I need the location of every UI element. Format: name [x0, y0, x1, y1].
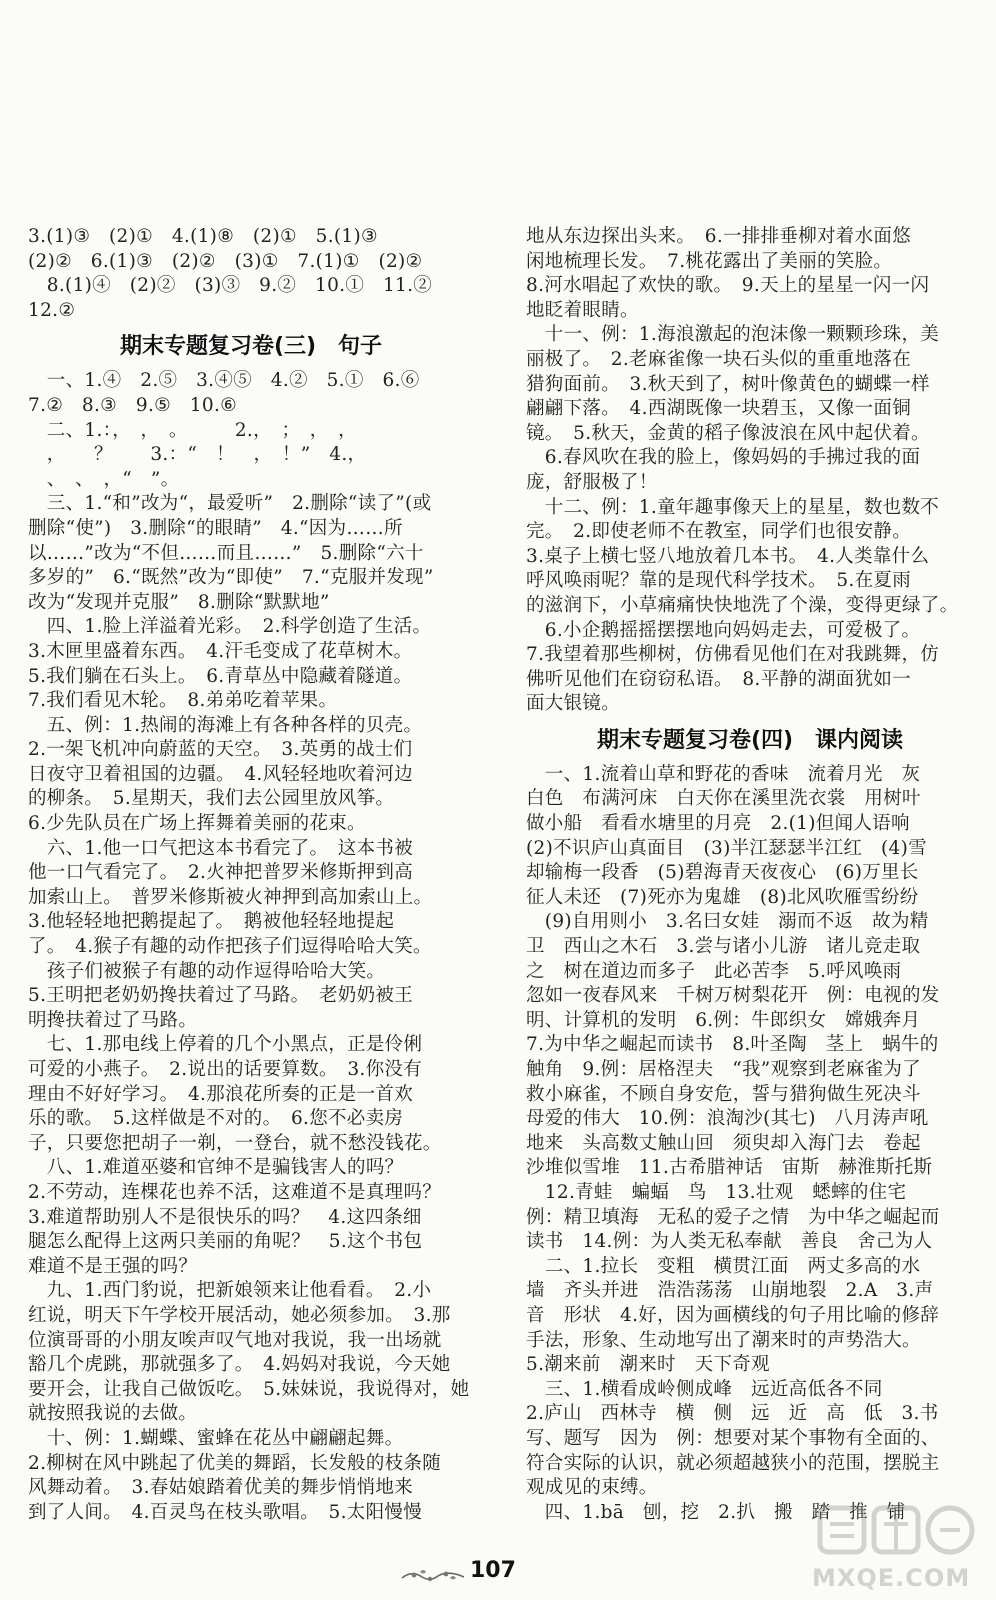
answer-line: 12.青蛙 蝙蝠 鸟 13.壮观 蟋蟀的住宅: [526, 1181, 907, 1203]
answer-line: 2.不劳动，连棵花也养不活，这难道不是真理吗？: [28, 1181, 442, 1203]
answer-line: 5.潮来前 潮来时 天下奇观: [526, 1354, 770, 1376]
answer-line: 一、1.流着山草和野花的香味 流着月光 灰: [526, 763, 921, 785]
answer-line: 七、1.那电线上停着的几个小黑点，正是伶俐: [28, 1034, 423, 1056]
answer-line: 3.(1)③ (2)① 4.(1)⑧ (2)① 5.(1)③: [28, 226, 378, 247]
answer-line: 卫 西山之木石 3.尝与诸小儿游 诸儿竞走取: [526, 936, 921, 958]
answer-line: 地来 头高数丈触山回 须臾却入海门去 卷起: [526, 1132, 921, 1154]
answer-line: 红说，明天下午学校开展活动，她必须参加。 3.那: [28, 1304, 451, 1326]
left-column: [28, 225, 474, 1525]
answer-line: 位演哥哥的小朋友唉声叹气地对我说，我一出场就: [28, 1329, 442, 1351]
watermark: [806, 1502, 986, 1598]
floral-ornament-icon: [400, 1568, 466, 1584]
answer-line: (2)不识庐山真面目 (3)半江瑟瑟半江红 (4)雪: [526, 837, 927, 859]
answer-line: 闲地梳理长发。 7.桃花露出了美丽的笑脸。: [526, 250, 893, 272]
answer-line: 丽极了。 2.老麻雀像一块石头似的重重地落在: [526, 348, 912, 370]
answer-line: 明、计算机的发明 6.例：牛郎织女 嫦娥奔月: [526, 1009, 921, 1031]
answer-line: 12.②: [28, 299, 76, 321]
answer-line: (2)② 6.(1)③ (2)② (3)① 7.(1)① (2)②: [28, 250, 423, 272]
answer-line: 6.小企鹅摇摇摆摆地向妈妈走去，可爱极了。: [526, 619, 921, 641]
watermark-text: MXQE.COM: [812, 1564, 971, 1592]
answer-line: 8.河水唱起了欢快的歌。 9.天上的星星一闪一闪: [526, 275, 930, 297]
answer-line: 做小船 看看水塘里的月亮 2.(1)但闻人语响: [526, 813, 910, 835]
answer-line: 要开会，让我自己做饭吃。 5.妹妹说，我说得对，她: [28, 1378, 470, 1400]
answer-line: 十二、例：1.童年趣事像天上的星星，数也数不: [526, 496, 940, 518]
answer-line: 加索山上。 普罗米修斯被火神押到高加索山上。: [28, 886, 433, 908]
section-heading-3: 期末专题复习卷(三) 句子: [119, 334, 383, 360]
answer-line: 6.春风吹在我的脸上，像妈妈的手拂过我的面: [526, 447, 921, 469]
answer-line: 猎狗面前。 3.秋天到了，树叶像黄色的蝴蝶一样: [526, 373, 930, 395]
answer-line: 四、1.bā 刨，挖 2.扒 搬 踏 推 铺: [526, 1501, 906, 1523]
answer-line: 救小麻雀，不顾自身安危，誓与猎狗做生死决斗: [526, 1083, 921, 1105]
answer-line: 白色 布满河床 白天你在溪里洗衣裳 用树叶: [526, 788, 921, 810]
answer-line: 地眨着眼睛。: [526, 299, 639, 321]
answer-line: 了。 4.猴子有趣的动作把孩子们逗得哈哈大笑。: [28, 936, 432, 958]
answer-line: 面大银镜。: [526, 693, 621, 715]
answer-line: 7.② 8.③ 9.⑤ 10.⑥: [28, 394, 238, 416]
answer-line: 孩子们被猴子有趣的动作逗得哈哈大笑。: [28, 960, 386, 982]
answer-line: 四、1.脸上洋溢着光彩。 2.科学创造了生活。: [28, 616, 432, 638]
answer-line: 完。 2.即使老师不在教室，同学们也很安静。: [526, 521, 912, 543]
answer-line: 5.王明把老奶奶搀扶着过了马路。 老奶奶被王: [28, 985, 414, 1007]
answer-line: 却输梅一段香 (5)碧海青天夜夜心 (6)万里长: [526, 862, 919, 884]
answer-line: 的滋润下，小草痛痛快快地洗了个澡，变得更绿了。: [526, 594, 959, 616]
answer-line: 呼风唤雨呢？靠的是现代科学技术。 5.在夏雨: [526, 570, 912, 592]
answer-line: 日夜守卫着祖国的边疆。 4.风轻轻地吹着河边: [28, 763, 414, 785]
answer-line: 例：精卫填海 无私的爱子之情 为中华之崛起而: [526, 1206, 940, 1228]
answer-line: 改为“发现并克服” 8.删除“默默地”: [28, 591, 330, 613]
answer-line: 腿怎么配得上这两只美丽的角呢？ 5.这个书包: [28, 1231, 423, 1253]
answer-line: ， ？ 3.：“ ！ ， ！” 4.，: [28, 444, 367, 466]
answer-line: 多岁的” 6.“既然”改为“即使” 7.“克服并发现”: [28, 567, 434, 589]
answer-line: 镜。 5.秋天，金黄的稻子像波浪在风中起伏着。: [526, 422, 930, 444]
answer-line: 、 、 ，“ ”。: [28, 468, 180, 490]
answer-line: 3.难道帮助别人不是很快乐的吗？ 4.这四条细: [28, 1206, 422, 1228]
answer-line: 难道不是王强的吗？: [28, 1255, 198, 1277]
answer-line: 二、1.拉长 变粗 横贯江面 两丈多高的水: [526, 1255, 921, 1277]
answer-line: 8.(1)④ (2)② (3)③ 9.② 10.① 11.②: [28, 275, 433, 297]
answer-line: 3.木匣里盛着东西。 4.汗毛变成了花草树木。: [28, 640, 413, 662]
answer-line: 乐的歌。 5.这样做是不对的。 6.您不必卖房: [28, 1108, 404, 1130]
answer-line: 忽如一夜春风来 千树万树梨花开 例：电视的发: [526, 985, 940, 1007]
answer-line: 6.少先队员在广场上挥舞着美丽的花束。: [28, 813, 366, 835]
answer-line: 地从东边探出头来。 6.一排排垂柳对着水面悠: [526, 226, 912, 247]
answer-line: 手法，形象、生动地写出了潮来时的声势浩大。: [526, 1329, 921, 1351]
answer-line: 九、1.西门豹说，把新娘领来让他看看。 2.小: [28, 1280, 432, 1302]
answer-line: 写、题写 因为 例：想要对某个事物有全面的、: [526, 1427, 940, 1449]
answer-line: 明搀扶着过了马路。: [28, 1009, 198, 1031]
answer-line: 征人未还 (7)死亦为鬼雄 (8)北风吹雁雪纷纷: [526, 886, 919, 908]
answer-line: 子，只要您把胡子一剃，一登台，就不愁没钱花。: [28, 1132, 442, 1154]
right-answers-after-heading: [526, 763, 974, 1525]
answer-line: 母爱的伟大 10.例：浪淘沙(其七) 八月涛声吼: [526, 1108, 929, 1130]
left-answers-before-heading: [28, 225, 474, 323]
section-heading-4: 期末专题复习卷(四) 课内阅读: [596, 727, 904, 753]
answer-line: 十一、例：1.海浪激起的泡沫像一颗颗珍珠，美: [526, 324, 940, 346]
answer-line: 7.我们看见木轮。 8.弟弟吃着苹果。: [28, 690, 338, 712]
answer-line: 5.我们躺在石头上。 6.青草丛中隐藏着隧道。: [28, 665, 413, 687]
answer-line: 沙堆似雪堆 11.古希腊神话 宙斯 赫淮斯托斯: [526, 1157, 933, 1179]
answer-line: 五、例：1.热闹的海滩上有各种各样的贝壳。: [28, 714, 423, 736]
answer-line: 音 形状 4.好，因为画横线的句子用比喻的修辞: [526, 1304, 940, 1326]
answer-line: 他一口气看完了。 2.火神把普罗米修斯押到高: [28, 862, 414, 884]
page-number: 107: [470, 1558, 516, 1583]
answer-line: 删除“使”) 3.删除“的眼睛” 4.“因为……所: [28, 517, 403, 539]
answer-line: (9)自用则小 3.名曰女娃 溺而不返 故为精: [526, 911, 929, 933]
answer-line: 2.庐山 西林寺 横 侧 远 近 高 低 3.书: [526, 1403, 939, 1425]
answer-line: 理由不好好学习。 4.那浪花所奏的正是一首欢: [28, 1083, 414, 1105]
answer-line: 之 树在道边而多子 此必苦李 5.呼风唤雨: [526, 960, 902, 982]
left-answers-after-heading: [28, 369, 474, 1525]
answer-line: 到了人间。 4.百灵鸟在枝头歌唱。 5.太阳慢慢: [28, 1501, 423, 1523]
answer-line: 观成见的束缚。: [526, 1477, 658, 1499]
answer-line: 豁几个虎跳，那就强多了。 4.妈妈对我说，今天她: [28, 1354, 451, 1376]
answer-line: 触角 9.例：居格涅夫 “我”观察到老麻雀为了: [526, 1059, 921, 1080]
answer-line: 符合实际的认识，就必须超越狭小的范围，摆脱主: [526, 1452, 940, 1474]
answer-line: 2.柳树在风中跳起了优美的舞蹈，长发般的枝条随: [28, 1452, 442, 1474]
answer-line: 翩翩下落。 4.西湖既像一块碧玉，又像一面铜: [526, 398, 912, 420]
answer-line: 风舞动着。 3.春姑娘踏着优美的舞步悄悄地来: [28, 1477, 414, 1499]
right-answers-before-heading: [526, 225, 974, 717]
answer-line: 的柳条。 5.星期天，我们去公园里放风筝。: [28, 788, 395, 810]
answer-line: 以……”改为“不但……而且……” 5.删除“六十: [28, 542, 424, 564]
answer-line: 庞，舒服极了！: [526, 471, 658, 493]
watermark-logo-icon: [816, 1502, 976, 1562]
answer-line: 三、1.“和”改为“，最爱听” 2.删除“读了”(或: [28, 493, 432, 515]
answer-line: 读书 14.例：为人类无私奉献 善良 舍己为人: [526, 1231, 933, 1253]
answer-line: 7.我望着那些柳树，仿佛看见他们在对我跳舞，仿: [526, 644, 940, 666]
answer-line: 可爱的小燕子。 2.说出的话要算数。 3.你没有: [28, 1059, 423, 1080]
answer-line: 佛听见他们在窃窃私语。 8.平静的湖面犹如一: [526, 668, 912, 690]
answer-line: 就按照我说的去做。: [28, 1403, 198, 1425]
answer-line: 3.他轻轻地把鹅提起了。 鹅被他轻轻地提起: [28, 911, 395, 933]
answer-line: 三、1.横看成岭侧成峰 远近高低各不同: [526, 1378, 883, 1400]
answer-line: 3.桌子上横七竖八地放着几本书。 4.人类靠什么: [526, 545, 930, 567]
answer-line: 2.一架飞机冲向蔚蓝的天空。 3.英勇的战士们: [28, 739, 413, 761]
right-column: [526, 225, 974, 1525]
answer-line: 十、例：1.蝴蝶、蜜蜂在花丛中翩翩起舞。: [28, 1427, 404, 1449]
answer-line: 二、1.：， ， 。 2.， ； ， ，: [28, 419, 357, 441]
answer-line: 六、1.他一口气把这本书看完了。 这本书被: [28, 837, 414, 859]
answer-line: 7.为中华之崛起而读书 8.叶圣陶 茎上 蜗牛的: [526, 1034, 939, 1056]
answer-line: 墙 齐头并进 浩浩荡荡 山崩地裂 2.A 3.声: [526, 1280, 934, 1302]
answer-line: 一、1.④ 2.⑤ 3.④⑤ 4.② 5.① 6.⑥: [28, 370, 420, 392]
answer-line: 八、1.难道巫婆和官绅不是骗钱害人的吗？: [28, 1157, 404, 1179]
